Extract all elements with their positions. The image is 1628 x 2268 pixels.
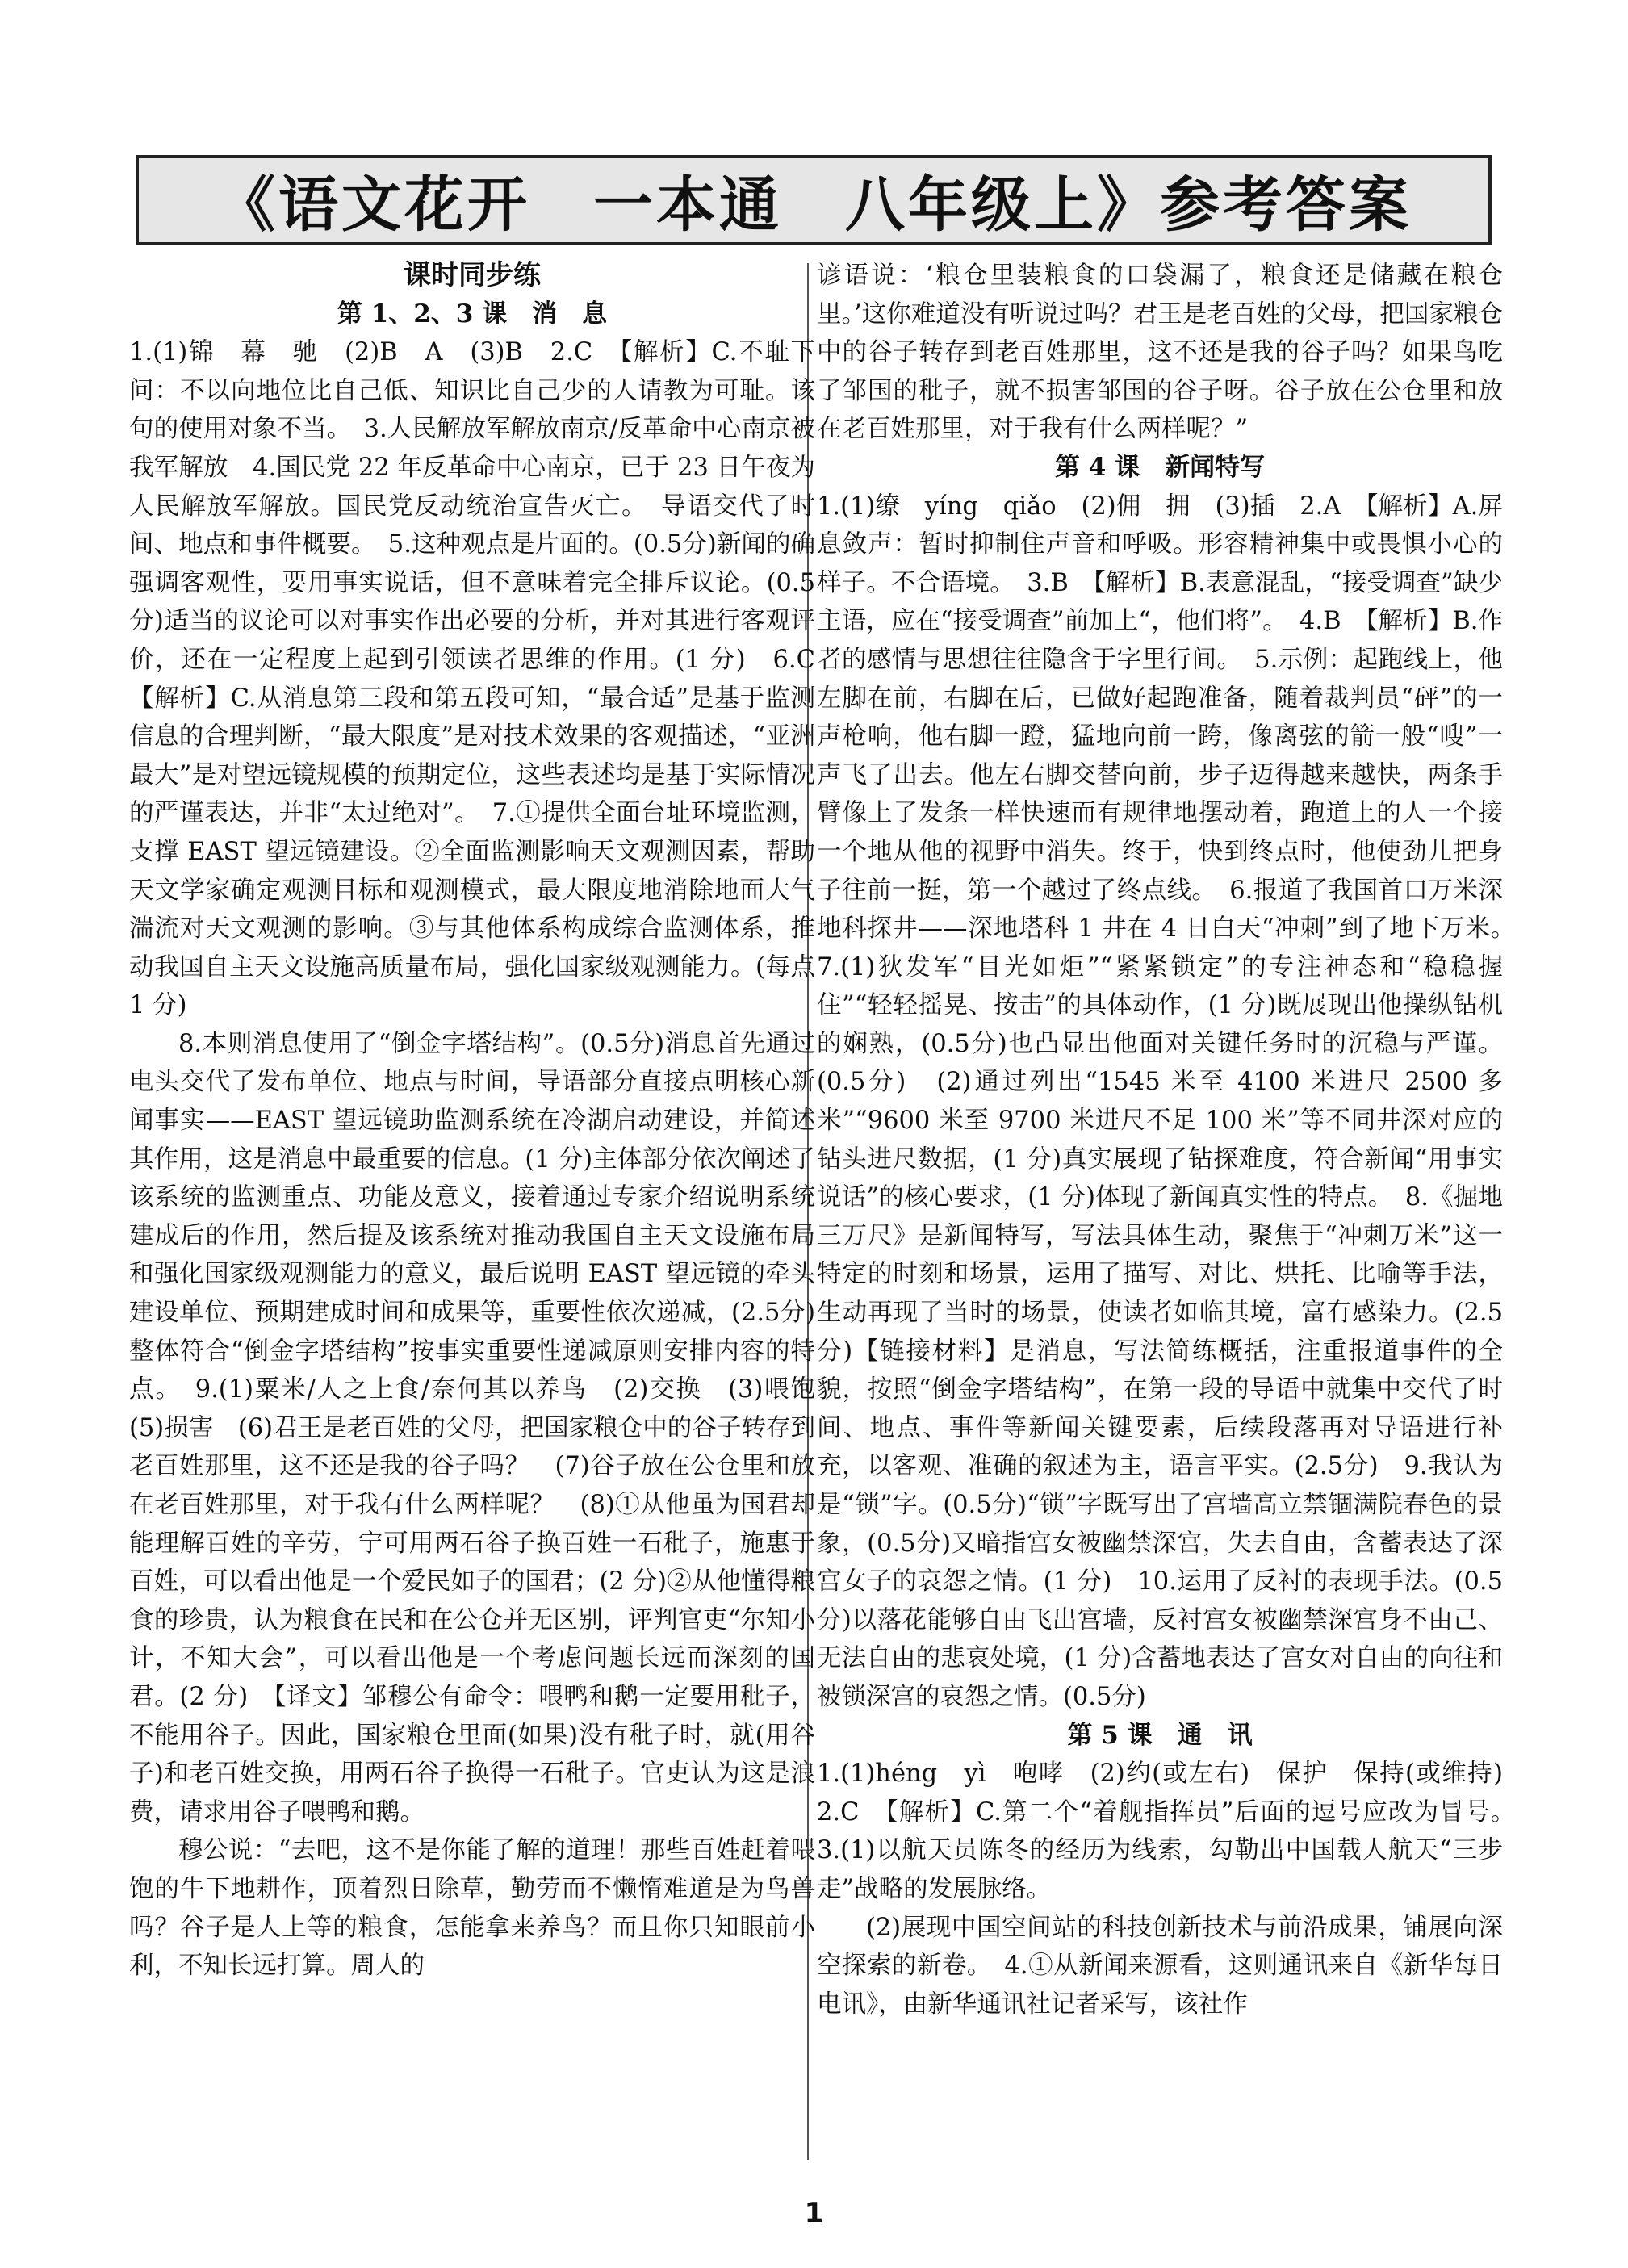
lesson-title-4: 第 4 课 新闻特写 [1054,452,1266,482]
answer-paragraph: 1.(1)héng yì 咆哮 (2)约(或左右) 保护 保持(或维持) 2.C 【解析】C.第二个“着舰指挥员”后面的逗号应改为冒号。 3.(1)以航天员陈冬的经历为线索，勾勒出中国载人航天“三步走”战略的发展脉络。 [817,1760,1503,1903]
left-column [129,257,815,2170]
section-title: 课时同步练 [404,259,541,291]
answer-paragraph: 1.(1)锦 幕 驰 (2)B A (3)B 2.C 【解析】C.不耻下问：不以向地位比自己低、知识比自己少的人请教为可耻。该句的使用对象不当。 3.人民解放军解放南京/反革命中心南京被我军解放 4.国民党 22 年反革命中心南京，已于 23 日午夜为人民解放军解放。国民党反动统治宣告灭亡。 导语交代了时间、地点和事件概要。 5.这种观点是片面的。(0.5分)新闻的确强调客观性，要用事实说话，但不意味着完全排斥议论。(0.5分)适当的议论可以对事实作出必要的分析，并对其进行客观评价，还在一定程度上起到引领读者思维的作用。(1 分) 6.C 【解析】C.从消息第三段和第五段可知，“最合适”是基于监测信息的合理判断，“最大限度”是对技术效果的客观描述，“亚洲最大”是对望远镜规模的预期定位，这些表述均是基于实际情况的严谨表达，并非“太过绝对”。 7.①提供全面台址环境监测，支撑 EAST 望远镜建设。②全面监测影响天文观测因素，帮助天文学家确定观测目标和观测模式，最大限度地消除地面大气湍流对天文观测的影响。③与其他体系构成综合监测体系，推动我国自主天文设施高质量布局，强化国家级观测能力。(每点 1 分) [129,338,815,1020]
answer-paragraph: 穆公说：“去吧，这不是你能了解的道理！那些百姓赶着喂饱的牛下地耕作，顶着烈日除草，勤劳而不懒惰难道是为鸟兽吗？谷子是人上等的粮食，怎能拿来养鸟？而且你只知眼前小利，不知长远打算。周人的 [129,1836,815,1981]
page-title-box [136,155,1492,245]
answer-paragraph: 8.本则消息使用了“倒金字塔结构”。(0.5分)消息首先通过电头交代了发布单位、地点与时间，导语部分直接点明核心新闻事实——EAST 望远镜助监测系统在冷湖启动建设，并简述其作用，这是消息中最重要的信息。(1 分)主体部分依次阐述了该系统的监测重点、功能及意义，接着通过专家介绍说明系统建成后的作用，然后提及该系统对推动我国自主天文设施布局和强化国家级观测能力的意义，最后说明 EAST 望远镜的牵头建设单位、预期建成时间和成果等，重要性依次递减，(2.5分)整体符合“倒金字塔结构”按事实重要性递减原则安排内容的特点。 9.(1)粟米/人之上食/奈何其以养鸟 (2)交换 (3)喂饱 (5)损害 (6)君王是老百姓的父母，把国家粮仓中的谷子转存到老百姓那里，这不还是我的谷子吗？ (7)谷子放在公仓里和放在老百姓那里，对于我有什么两样呢？ (8)①从他虽为国君却能理解百姓的辛劳，宁可用两石谷子换百姓一石秕子，施惠于百姓，可以看出他是一个爱民如子的国君；(2 分)②从他懂得粮食的珍贵，认为粮食在民和在公仓并无区别，评判官吏“尔知小计，不知大会”，可以看出他是一个考虑问题长远而深刻的国君。(2 分) 【译文】邹穆公有命令：喂鸭和鹅一定要用秕子，不能用谷子。因此，国家粮仓里面(如果)没有秕子时，就(用谷子)和老百姓交换，用两石谷子换得一石秕子。官吏认为这是浪费，请求用谷子喂鸭和鹅。 [129,1029,815,1827]
lesson-title-5: 第 5 课 通 讯 [1067,1720,1253,1750]
lesson-title-1-3: 第 1、2、3 课 消 息 [337,299,608,328]
answer-paragraph: 1.(1)缭 yíng qiǎo (2)佣 拥 (3)插 2.A 【解析】A.屏息敛声：暂时抑制住声音和呼吸。形容精神集中或畏惧小心的样子。不合语境。 3.B 【解析】B.表意混乱，“接受调查”缺少主语，应在“接受调查”前加上“，他们将”。 4.B 【解析】B.作者的感情与思想往往隐含于字里行间。 5.示例：起跑线上，他左脚在前，右脚在后，已做好起跑准备，随着裁判员“砰”的一声枪响，他右脚一蹬，猛地向前一跨，像离弦的箭一般“嗖”一声飞了出去。他左右脚交替向前，步子迈得越来越快，两条手臂像上了发条一样快速而有规律地摆动着，跑道上的人一个接一个地从他的视野中消失。终于，快到终点时，他使劲儿把身子往前一挺，第一个越过了终点线。 6.报道了我国首口万米深地科探井——深地塔科 1 井在 4 日白天“冲刺”到了地下万米。 7.(1)狄发军“目光如炬”“紧紧锁定”的专注神态和“稳稳握住”“轻轻摇晃、按击”的具体动作，(1 分)既展现出他操纵钻机的娴熟，(0.5分)也凸显出他面对关键任务时的沉稳与严谨。(0.5分) (2)通过列出“1545 米至 4100 米进尺 2500 多米”“9600 米至 9700 米进尺不足 100 米”等不同井深对应的钻头进尺数据，(1 分)真实展现了钻探难度，符合新闻“用事实说话”的核心要求，(1 分)体现了新闻真实性的特点。 8.《掘地三万尺》是新闻特写，写法具体生动，聚焦于“冲刺万米”这一特定的时刻和场景，运用了描写、对比、烘托、比喻等手法，生动再现了当时的场景，使读者如临其境，富有感染力。(2.5分)【链接材料】是消息，写法简练概括，注重报道事件的全貌，按照“倒金字塔结构”，在第一段的导语中就集中交代了时间、地点、事件等新闻关键要素，后续段落再对导语进行补充，以客观、准确的叙述为主，语言平实。(2.5分) 9.我认为是“锁”字。(0.5分)“锁”字既写出了宫墙高立禁锢满院春色的景象，(0.5分)又暗指宫女被幽禁深宫，失去自由，含蓄表达了深宫女子的哀怨之情。(1 分) 10.运用了反衬的表现手法。(0.5分)以落花能够自由飞出宫墙，反衬宫女被幽禁深宫身不由己、无法自由的悲哀处境，(1 分)含蓄地表达了宫女对自由的向往和被锁深宫的哀怨之情。(0.5分) [817,492,1503,1711]
page-number: 1 [804,2197,824,2229]
answer-paragraph: 谚语说：‘粮仓里装粮食的口袋漏了，粮食还是储藏在粮仓里。’这你难道没有听说过吗？君王是老百姓的父母，把国家粮仓中的谷子转存到老百姓那里，这不还是我的谷子吗？如果鸟吃了邹国的秕子，就不损害邹国的谷子呀。谷子放在公仓里和放在老百姓那里，对于我有什么两样呢？” [817,262,1503,444]
right-column [817,257,1503,2170]
answer-paragraph: (2)展现中国空间站的科技创新技术与前沿成果，铺展向深空探索的新卷。 4.①从新闻来源看，这则通讯来自《新华每日电讯》，由新华通讯社记者采写，该社作 [817,1913,1503,2019]
page-title: 《语文花开 一本通 八年级上》参考答案 [216,170,1412,240]
